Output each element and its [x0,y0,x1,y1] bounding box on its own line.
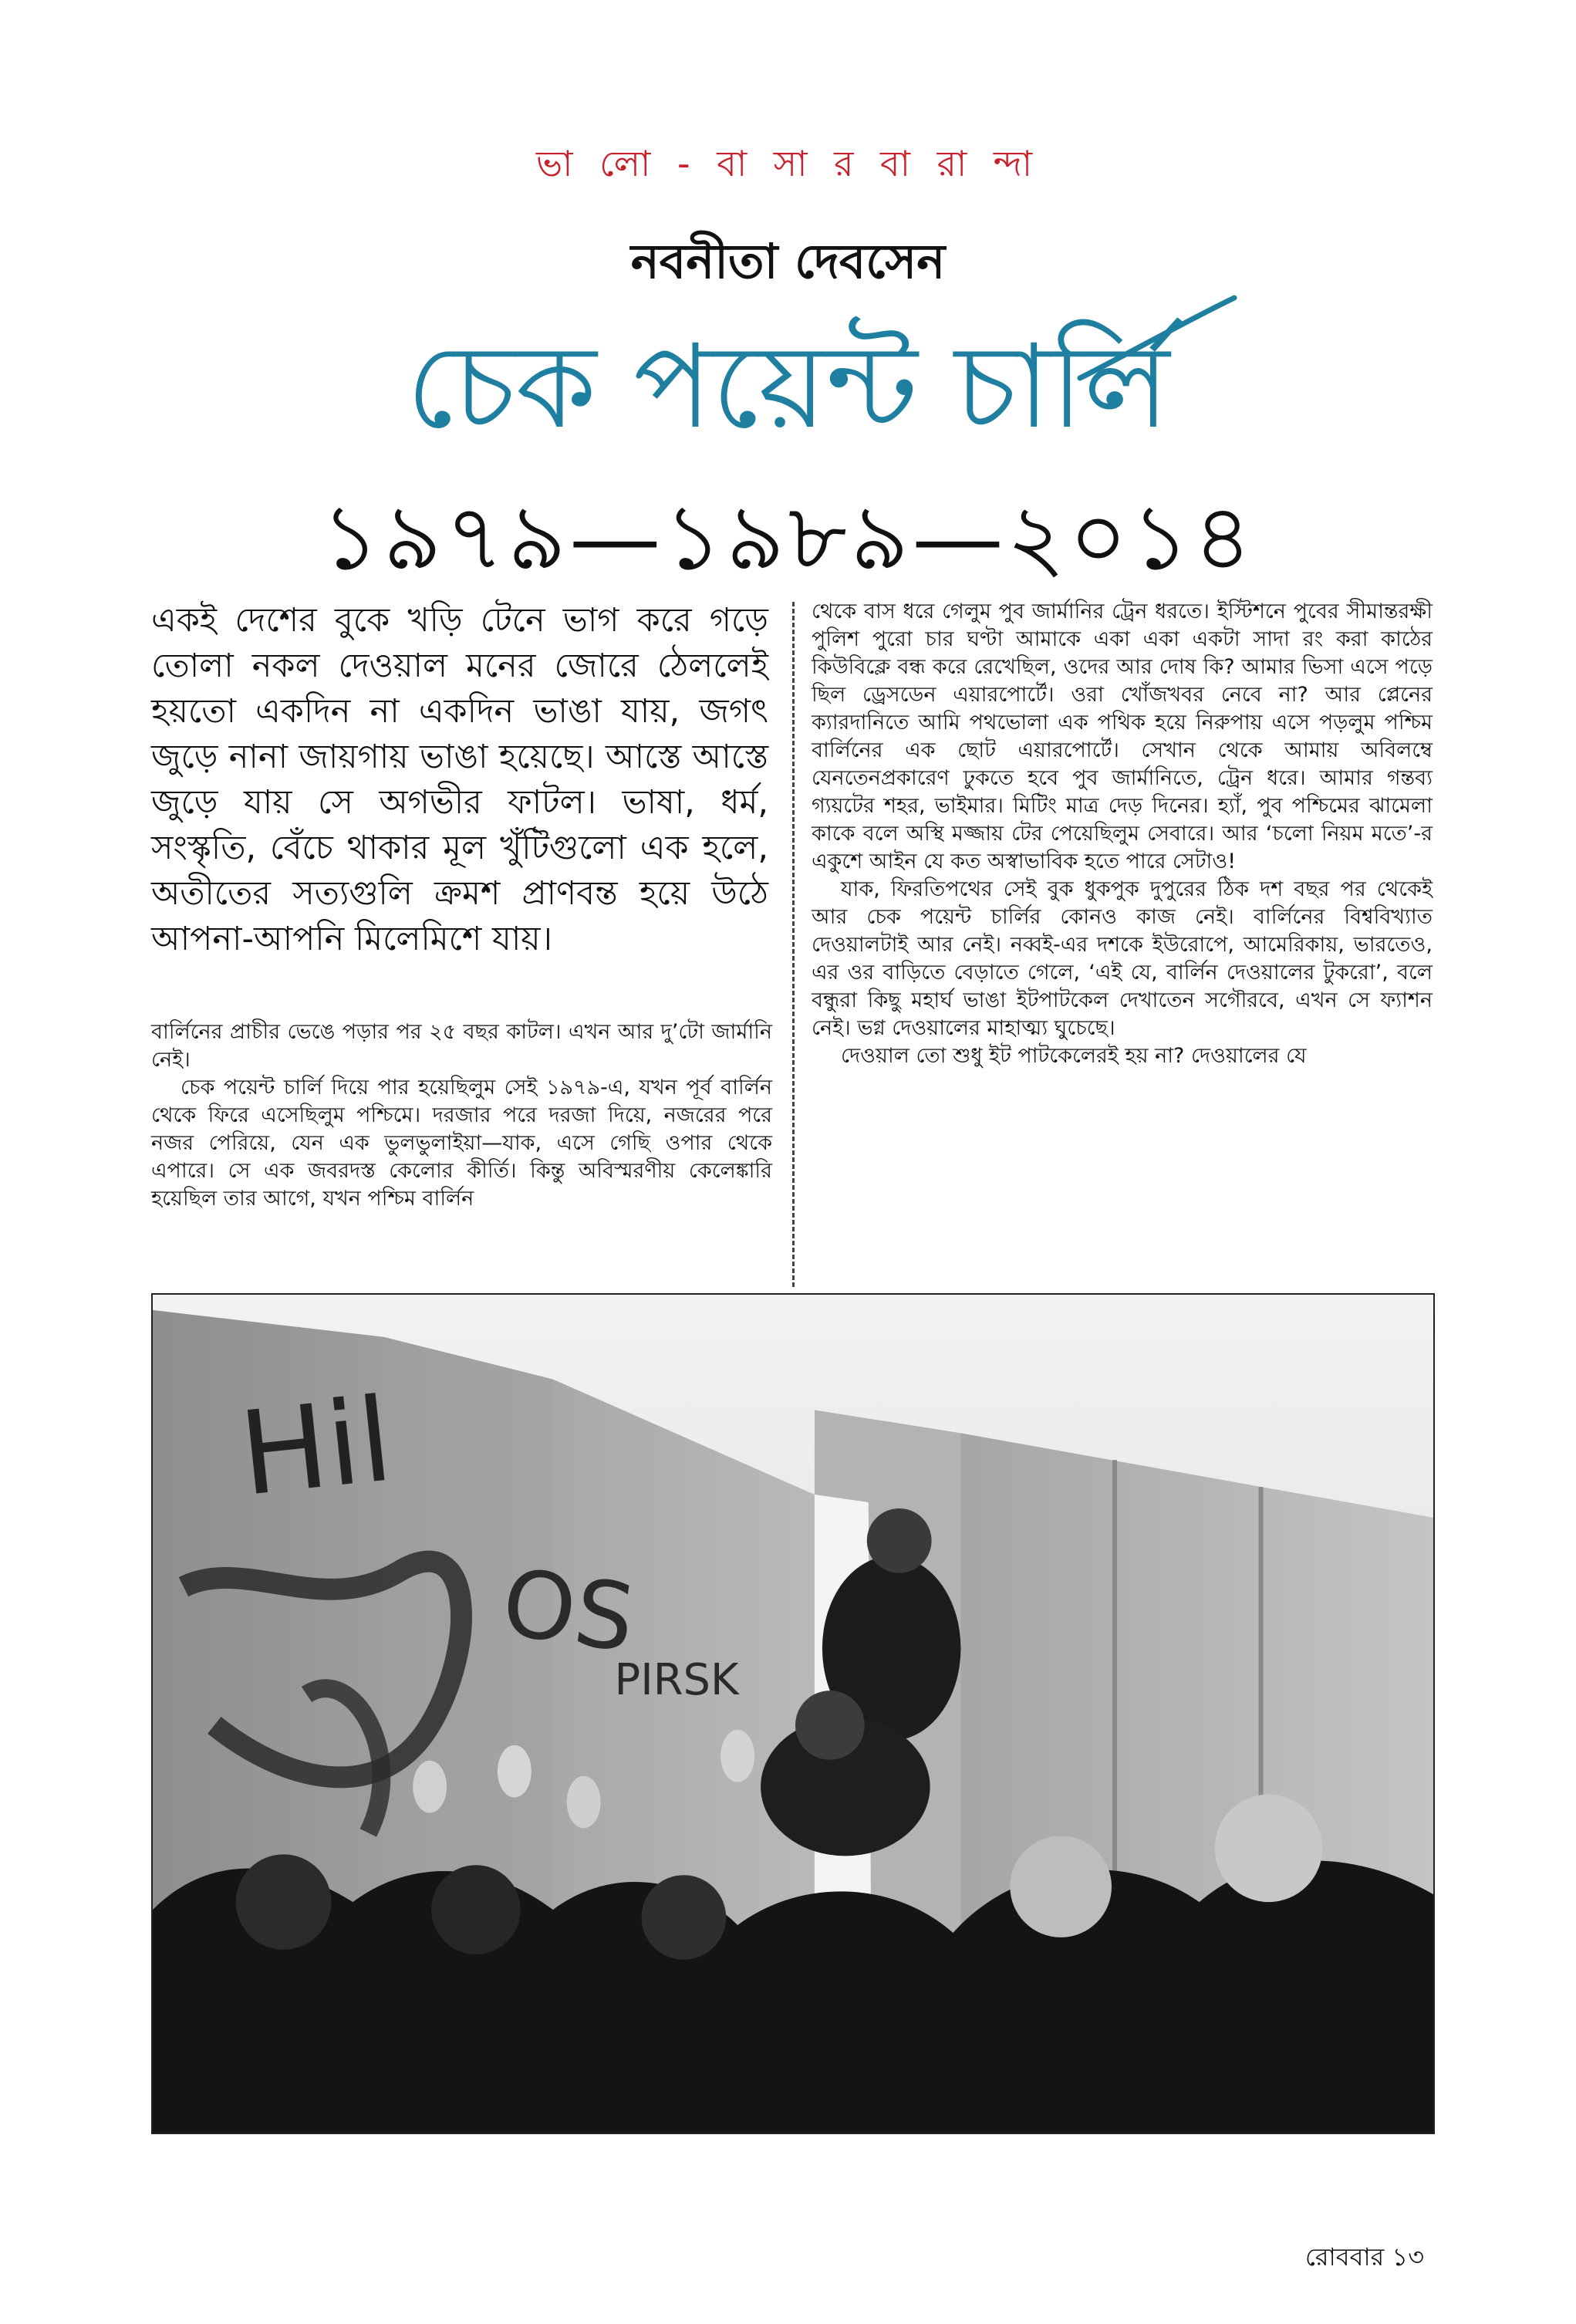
article-title: চেক পয়েন্ট চার্লি [406,320,1170,454]
graffiti-text: Hil [234,1373,399,1522]
page-folio: রোববার ১৩ [1304,2242,1424,2272]
crowd-face [1010,1836,1112,1937]
title-flourish-ornament [1072,293,1242,386]
raised-hand [498,1745,532,1798]
body-column-left [151,1018,772,1213]
column-divider [792,602,795,1287]
body-paragraph: দেওয়াল তো শুধু ইট পাটকেলেরই হয় না? দেওয়ালের যে [841,1044,1307,1068]
intro-paragraph [151,598,768,962]
graffiti-text: OS [495,1549,641,1674]
crowd-head [431,1865,521,1954]
body-paragraph: থেকে বাস ধরে গেলুম পুব জার্মানির ট্রেন ধরতে। ইস্টিশনে পুবের সীমান্তরক্ষী পুলিশ পুরো চার ঘণ্টা আমাকে একা একা একটা সাদা রং করা কাঠের কিউবিক্লে বন্ধ করে রেখেছিল, ওদের আর দোষ কি? আমার ভিসা এসে পড়ে ছিল ড্রেসডেন এয়ারপোর্টে। ওরা খোঁজখবর নেবে না? আর প্লেনের ক্যারদানিতে আমি পথভোলা এক পথিক হয়ে নিরুপায় এসে পড়লুম পশ্চিম বার্লিনের এক ছোট এয়ারপোর্টে। সেখান থেকে আমায় অবিলম্বে যেনতেনপ্রকারেণ ঢুকতে হবে পুব জার্মানিতে, ট্রেন ধরে। আমার গন্তব্য গ্যয়টের শহর, ভাইমার। মিটিং মাত্র দেড় দিনের। হ্যাঁ, পুব পশ্চিমের ঝামেলা কাকে বলে অস্থি মজ্জায় টের পেয়েছিলুম সেবারে। আর ‘চলো নিয়ম মতে’-র একুশে আইন যে কত অস্বাভাবিক হতে পারে সেটাও! [812,600,1433,873]
raised-hand [567,1776,601,1829]
berlin-wall-photo [151,1293,1435,2134]
crowd-head [641,1875,726,1960]
berlin-wall-illustration [153,1295,1433,2133]
body-paragraph: বার্লিনের প্রাচীর ভেঙে পড়ার পর ২৫ বছর কাটল। এখন আর দু’টো জার্মানি নেই। [151,1020,772,1072]
raised-hand [413,1761,447,1813]
body-column-right [812,598,1433,1070]
crowd [153,1860,1433,2133]
graffiti-text: PIRSK [614,1655,739,1706]
raised-hand [721,1730,754,1782]
article-years: ১৯৭৯—১৯৮৯—২০১৪ [320,484,1256,590]
crowd-face [1215,1795,1323,1902]
body-paragraph: চেক পয়েন্ট চার্লি দিয়ে পার হয়েছিলুম সেই ১৯৭৯-এ, যখন পূর্ব বার্লিন থেকে ফিরে এসেছিলুম পশ্চিমে। দরজার পরে দরজা দিয়ে, নজরের পরে নজর পেরিয়ে, যেন এক ভুলভুলাইয়া—যাক, এসে গেছি ওপার থেকে এপারে। সে এক জবরদস্ত কেলোর কীর্তি। কিন্তু অবিস্মরণীয় কেলেঙ্কারি হয়েছিল তার আগে, যখন পশ্চিম বার্লিন [151,1076,772,1211]
climbing-man-head [867,1508,932,1573]
intro-text: একই দেশের বুকে খড়ি টেনে ভাগ করে গড়ে তোলা নকল দেওয়াল মনের জোরে ঠেললেই হয়তো একদিন না একদিন ভাঙা যায়, জগৎ জুড়ে নানা জায়গায় ভাঙা হয়েছে। আস্তে আস্তে জুড়ে যায় সে অগভীর ফাটল। ভাষা, ধর্ম, সংস্কৃতি, বেঁচে থাকার মূল খুঁটিগুলো এক হলে, অতীতের সত্যগুলি ক্রমশ প্রাণবন্ত হয়ে উঠে আপনা-আপনি মিলেমিশে যায়। [151,601,768,958]
author-byline: নবনীতা দেবসেন [630,233,946,289]
man-at-breach-head [795,1691,865,1760]
body-paragraph: যাক, ফিরতিপথের সেই বুক ধুকপুক দুপুরের ঠিক দশ বছর পর থেকেই আর চেক পয়েন্ট চার্লির কোনও কাজ নেই। বার্লিনের বিশ্ববিখ্যাত দেওয়ালটাই আর নেই। নব্বই-এর দশকে ইউরোপে, আমেরিকায়, ভারতেও, এর ওর বাড়িতে বেড়াতে গেলে, ‘এই যে, বার্লিন দেওয়ালের টুকরো’, বলে বন্ধুরা কিছু মহার্ঘ ভাঙা ইটপাটকেল দেখাতেন সগৌরবে, এখন সে ফ্যাশন নেই। ভগ্ন দেওয়ালের মাহাত্ম্য ঘুচেছে। [812,877,1433,1040]
crowd-head [236,1854,332,1950]
section-label: ভা লো - বা সা র বা রা ন্দা [535,143,1041,184]
